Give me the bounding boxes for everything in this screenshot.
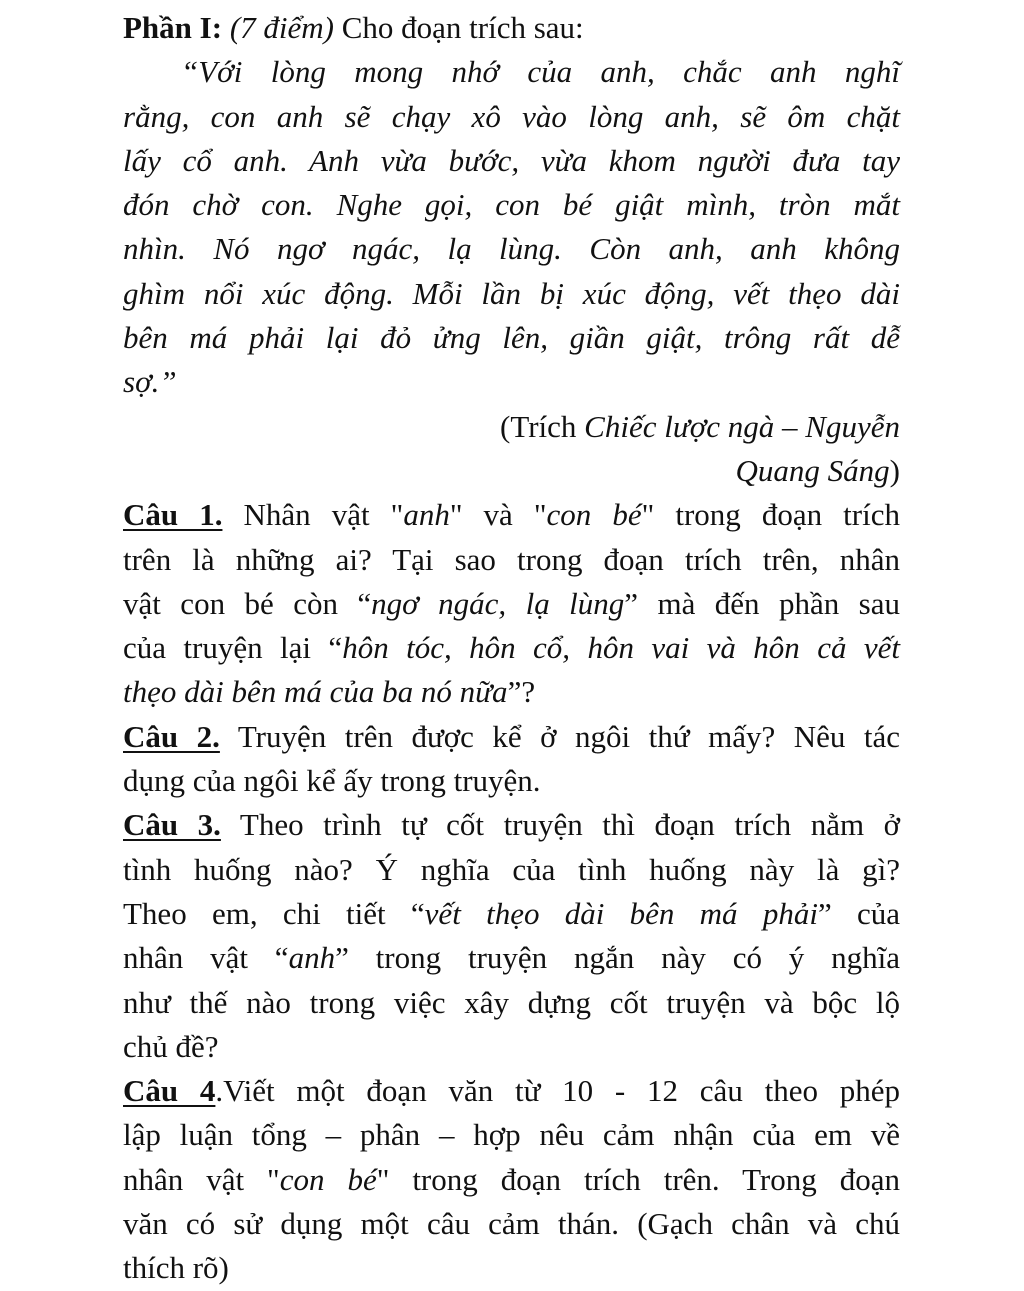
- question-line: văn có sử dụng một câu cảm thán. (Gạch chân và chú: [123, 1206, 900, 1242]
- points-label: (7 điểm): [229, 10, 334, 45]
- passage-line: đón chờ con. Nghe gọi, con bé giật mình, tròn mắt: [123, 187, 900, 223]
- question-line: Câu 4.Viết một đoạn văn từ 10 - 12 câu theo phép: [123, 1073, 900, 1109]
- question-label: Câu 1.: [123, 497, 223, 533]
- question-line: chủ đề?: [123, 1028, 219, 1064]
- question-line: như thế nào trong việc xây dựng cốt truyện và bộc lộ: [123, 984, 900, 1020]
- passage-line: bên má phải lại đỏ ửng lên, giần giật, trông rất dễ: [123, 320, 900, 356]
- question-line: trên là những ai? Tại sao trong đoạn trích trên, nhân: [123, 541, 900, 577]
- passage-line: rằng, con anh sẽ chạy xô vào lòng anh, sẽ ôm chặt: [123, 98, 900, 134]
- section-header: [123, 6, 900, 50]
- question-line: thích rõ): [123, 1250, 229, 1286]
- source-title: Chiếc lược ngà – Nguyễn: [584, 408, 900, 444]
- question-line: nhân vật "con bé" trong đoạn trích trên. Trong đoạn: [123, 1161, 900, 1197]
- source-citation-cont: [123, 449, 900, 493]
- question-2: [123, 715, 900, 804]
- question-1: [123, 493, 900, 714]
- question-label: Câu 4: [123, 1073, 216, 1109]
- source-prefix: (Trích: [500, 408, 585, 444]
- passage-line: sợ.”: [123, 364, 177, 400]
- question-line: Câu 3. Theo trình tự cốt truyện thì đoạn trích nằm ở: [123, 807, 900, 843]
- question-line: Câu 2. Truyện trên được kể ở ngôi thứ mấy? Nêu tác: [123, 718, 900, 754]
- passage-line: lấy cổ anh. Anh vừa bước, vừa khom người đưa tay: [123, 142, 900, 178]
- part-label: Phần I:: [123, 10, 223, 45]
- question-line: vật con bé còn “ngơ ngác, lạ lùng” mà đến phần sau: [123, 585, 900, 621]
- passage-line: nhìn. Nó ngơ ngác, lạ lùng. Còn anh, anh không: [123, 231, 900, 267]
- source-close: ): [889, 452, 900, 488]
- source-title-cont: Quang Sáng: [735, 452, 890, 488]
- question-label: Câu 2.: [123, 718, 220, 754]
- question-3: [123, 803, 900, 1069]
- passage-line: ghìm nổi xúc động. Mỗi lần bị xúc động, vết thẹo dài: [123, 275, 900, 311]
- instruction-text: Cho đoạn trích sau:: [341, 10, 584, 45]
- passage-line: “Với lòng mong nhớ của anh, chắc anh nghĩ: [181, 54, 900, 90]
- question-line: dụng của ngôi kể ấy trong truyện.: [123, 763, 541, 799]
- question-line: Theo em, chi tiết “vết thẹo dài bên má phải” của: [123, 895, 901, 931]
- question-line: Câu 1. Nhân vật "anh" và "con bé" trong đoạn trích: [123, 497, 900, 533]
- question-line: lập luận tổng – phân – hợp nêu cảm nhận của em về: [123, 1117, 900, 1153]
- question-4: [123, 1069, 900, 1290]
- question-line: tình huống nào? Ý nghĩa của tình huống này là gì?: [123, 851, 900, 887]
- question-label: Câu 3.: [123, 807, 221, 843]
- question-line: của truyện lại “hôn tóc, hôn cổ, hôn vai và hôn cả vết: [123, 630, 900, 666]
- source-citation: [123, 405, 900, 449]
- question-line: thẹo dài bên má của ba nó nữa”?: [123, 674, 536, 710]
- passage: [123, 50, 900, 493]
- question-line: nhân vật “anh” trong truyện ngắn này có ý nghĩa: [123, 940, 901, 976]
- exam-page: [123, 6, 900, 1291]
